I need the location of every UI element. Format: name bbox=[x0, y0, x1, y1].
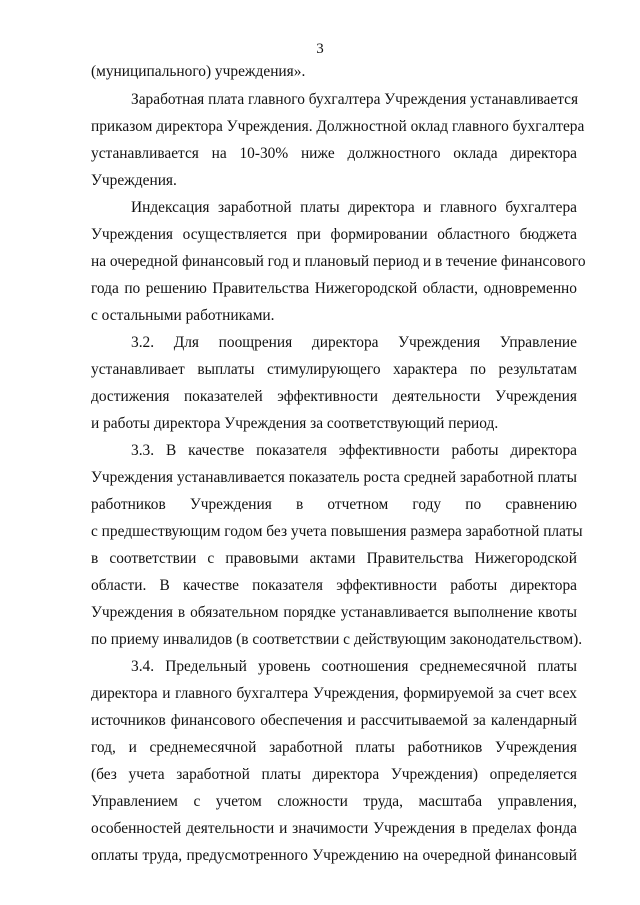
text-line: источников финансового обеспечения и рассчитываемой за календарный bbox=[91, 712, 577, 729]
text-line: с предшествующим годом без учета повышения размера заработной платы bbox=[91, 523, 583, 540]
text-line: Заработная плата главного бухгалтера Учреждения устанавливается bbox=[131, 91, 579, 108]
text-line: оплаты труда, предусмотренного Учреждению на очередной финансовый bbox=[91, 847, 577, 864]
text-line: области. В качестве показателя эффективности работы директора bbox=[91, 577, 577, 594]
text-line: устанавливается на 10-30% ниже должностного оклада директора bbox=[91, 145, 577, 162]
text-line: Индексация заработной платы директора и главного бухгалтера bbox=[131, 199, 577, 216]
text-line: на очередной финансовый год и плановый период и в течение финансового bbox=[91, 253, 586, 270]
text-line: особенностей деятельности и значимости Учреждения в пределах фонда bbox=[91, 820, 577, 837]
text-line: работников Учреждения в отчетном году по сравнению bbox=[91, 496, 577, 513]
text-line: директора и главного бухгалтера Учреждения, формируемой за счет всех bbox=[91, 685, 577, 702]
text-line: и работы директора Учреждения за соответствующий период. bbox=[91, 415, 499, 432]
text-line: по приему инвалидов (в соответствии с действующим законодательством). bbox=[91, 631, 583, 648]
text-line: 3.3. В качестве показателя эффективности работы директора bbox=[131, 442, 577, 459]
text-line: 3.2. Для поощрения директора Учреждения Управление bbox=[131, 334, 577, 351]
text-line: приказом директора Учреждения. Должностной оклад главного бухгалтера bbox=[91, 118, 585, 135]
text-line: (муниципального) учреждения». bbox=[91, 63, 306, 80]
text-line: с остальными работниками. bbox=[91, 307, 275, 324]
text-line: Учреждения устанавливается показатель роста средней заработной платы bbox=[91, 469, 577, 486]
text-line: Учреждения в обязательном порядке устанавливается выполнение квоты bbox=[91, 604, 577, 621]
text-line: Учреждения осуществляется при формировании областного бюджета bbox=[91, 226, 577, 243]
text-line: Учреждения. bbox=[91, 172, 177, 189]
text-line: достижения показателей эффективности деятельности Учреждения bbox=[91, 388, 577, 405]
text-line: год, и среднемесячной заработной платы работников Учреждения bbox=[91, 739, 577, 756]
text-line: 3.4. Предельный уровень соотношения среднемесячной платы bbox=[131, 658, 577, 675]
text-line: в соответствии с правовыми актами Правительства Нижегородской bbox=[91, 550, 577, 567]
page-number: 3 bbox=[316, 41, 324, 57]
text-line: (без учета заработной платы директора Учреждения) определяется bbox=[91, 766, 577, 783]
text-line: устанавливает выплаты стимулирующего характера по результатам bbox=[91, 361, 577, 378]
text-line: Управлением с учетом сложности труда, масштаба управления, bbox=[91, 793, 577, 810]
text-line: года по решению Правительства Нижегородской области, одновременно bbox=[91, 280, 577, 297]
